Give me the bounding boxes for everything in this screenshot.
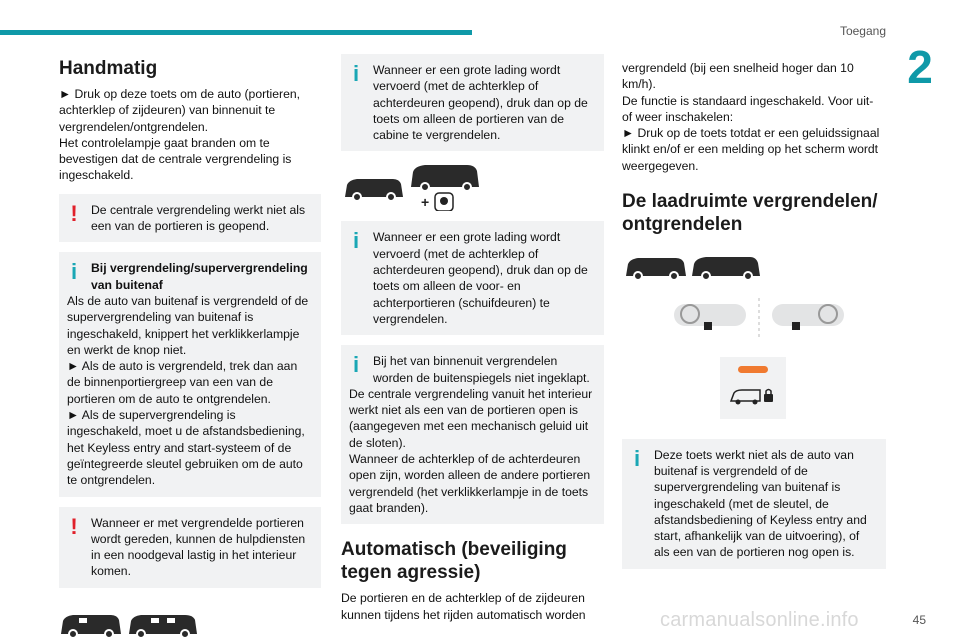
warning-box bbox=[59, 194, 321, 243]
heading-laadruimte: De laadruimte vergrendelen/ ontgrendelen bbox=[622, 191, 878, 236]
column-1 bbox=[59, 50, 321, 644]
info-text: Wanneer er een grote lading wordt vervoerd (met de achterklep of achterdeuren geopend), druk dan op de toets om alleen de portieren van de cabine te vergrendelen. bbox=[373, 63, 588, 143]
warning-box bbox=[59, 507, 321, 588]
warning-icon: ! bbox=[70, 200, 78, 226]
info-box bbox=[341, 345, 604, 524]
paragraph: Het controlelampje gaat branden om te bevestigen dat de centrale vergrendeling is ingeschakeld. bbox=[59, 135, 292, 183]
column-2 bbox=[341, 50, 604, 623]
van-icon bbox=[59, 608, 199, 640]
info-icon: i bbox=[352, 61, 360, 86]
heading-handmatig: Handmatig bbox=[59, 58, 158, 79]
paragraph: vergrendeld (bij een snelheid hoger dan 10 km/h). bbox=[622, 61, 854, 92]
lock-button-icon bbox=[728, 385, 778, 407]
van-icon bbox=[341, 163, 491, 211]
paragraph: De functie is standaard ingeschakeld. Voor uit- of weer inschakelen: bbox=[622, 93, 874, 124]
vans-illustration bbox=[59, 608, 321, 644]
info-icon: i bbox=[633, 445, 641, 471]
info-text: ► Als de auto is vergrendeld, trek dan aan de binnenportiergreep van een van de portieren om de auto te ontgrendelen. bbox=[67, 359, 298, 406]
info-box bbox=[59, 252, 321, 496]
info-icon: i bbox=[352, 228, 360, 254]
info-text: ► Als de supervergrendeling is ingeschakeld, moet u de afstandsbediening, het Keyless entry and start-systeem of de geïntegreerde sleutel gebruiken om de auto te ontgrendelen. bbox=[67, 408, 305, 488]
paragraph: De portieren en de achterklep of de zijdeuren kunnen tijdens het rijden automatisch worden bbox=[341, 591, 586, 622]
watermark: carmanualsonline.info bbox=[660, 609, 859, 631]
dashboard-illustration bbox=[674, 298, 886, 342]
info-icon: i bbox=[352, 352, 360, 378]
info-icon: i bbox=[70, 259, 78, 285]
indicator-light bbox=[738, 366, 768, 373]
vans-illustration bbox=[622, 252, 886, 286]
paragraph: ► Druk op deze toets om de auto (portieren, achterklep of zijdeuren) van binnenuit te vergrendelen/ontgrendelen. bbox=[59, 87, 301, 134]
van-icon bbox=[622, 252, 762, 282]
info-box bbox=[341, 221, 604, 335]
warning-icon: ! bbox=[70, 513, 78, 539]
warning-text: Wanneer er met vergrendelde portieren wordt gereden, kunnen de hulpdiensten in een noodgeval lastig in het interieur komen. bbox=[91, 515, 306, 579]
chapter-number: 2 bbox=[907, 41, 933, 93]
page-number: 45 bbox=[912, 613, 926, 627]
lock-button-illustration bbox=[720, 357, 786, 419]
info-text: De centrale vergrendeling vanuit het interieur werkt niet als een van de portieren open is (aangegeven met een mechanisch geluid uit de sloten). bbox=[349, 386, 593, 450]
svg-text:+: + bbox=[421, 194, 430, 211]
info-box bbox=[341, 54, 604, 151]
info-title: Bij vergrendeling/supervergrendeling van buitenaf bbox=[91, 261, 308, 292]
heading-automatisch: Automatisch (beveiliging tegen agressie) bbox=[341, 539, 567, 584]
info-text: Deze toets werkt niet als de auto van buitenaf is vergrendeld of de supervergrendeling van buitenaf is ingeschakeld (met de sleutel, de afstandsbediening of Keyless entry and start, afhankelijk van de uitvoering), of als een van de portieren nog open is. bbox=[654, 447, 867, 560]
info-box bbox=[622, 439, 886, 569]
info-text: Bij het van binnenuit vergrendelen worden de buitenspiegels niet ingeklapt. bbox=[373, 354, 590, 385]
info-text: Wanneer er een grote lading wordt vervoerd (met de achterklep of achterdeuren geopend), druk dan op de toets om alleen de voor- en achterportieren (schuifdeuren) te vergrendelen. bbox=[373, 230, 588, 326]
info-text: Wanneer de achterklep of de achterdeuren open zijn, worden alleen de andere portieren vergrendeld (het verklikkerlampje in de toets gaat branden). bbox=[349, 452, 591, 515]
vans-lock-illustration bbox=[341, 163, 604, 211]
column-3 bbox=[622, 50, 886, 569]
info-text: Als de auto van buitenaf is vergrendeld of de supervergrendeling van buitenaf is ingeschakeld, knippert het verklikkerlampje en werkt de knop niet. bbox=[67, 293, 309, 357]
warning-text: De centrale vergrendeling werkt niet als een van de portieren is geopend. bbox=[91, 202, 306, 234]
paragraph: ► Druk op de toets totdat er een geluidssignaal klinkt en/of er een melding op het scherm wordt weergegeven. bbox=[622, 126, 880, 173]
header-accent-bar bbox=[0, 30, 472, 35]
steering-wheel-icon bbox=[674, 298, 844, 338]
section-title: Toegang bbox=[839, 24, 886, 38]
